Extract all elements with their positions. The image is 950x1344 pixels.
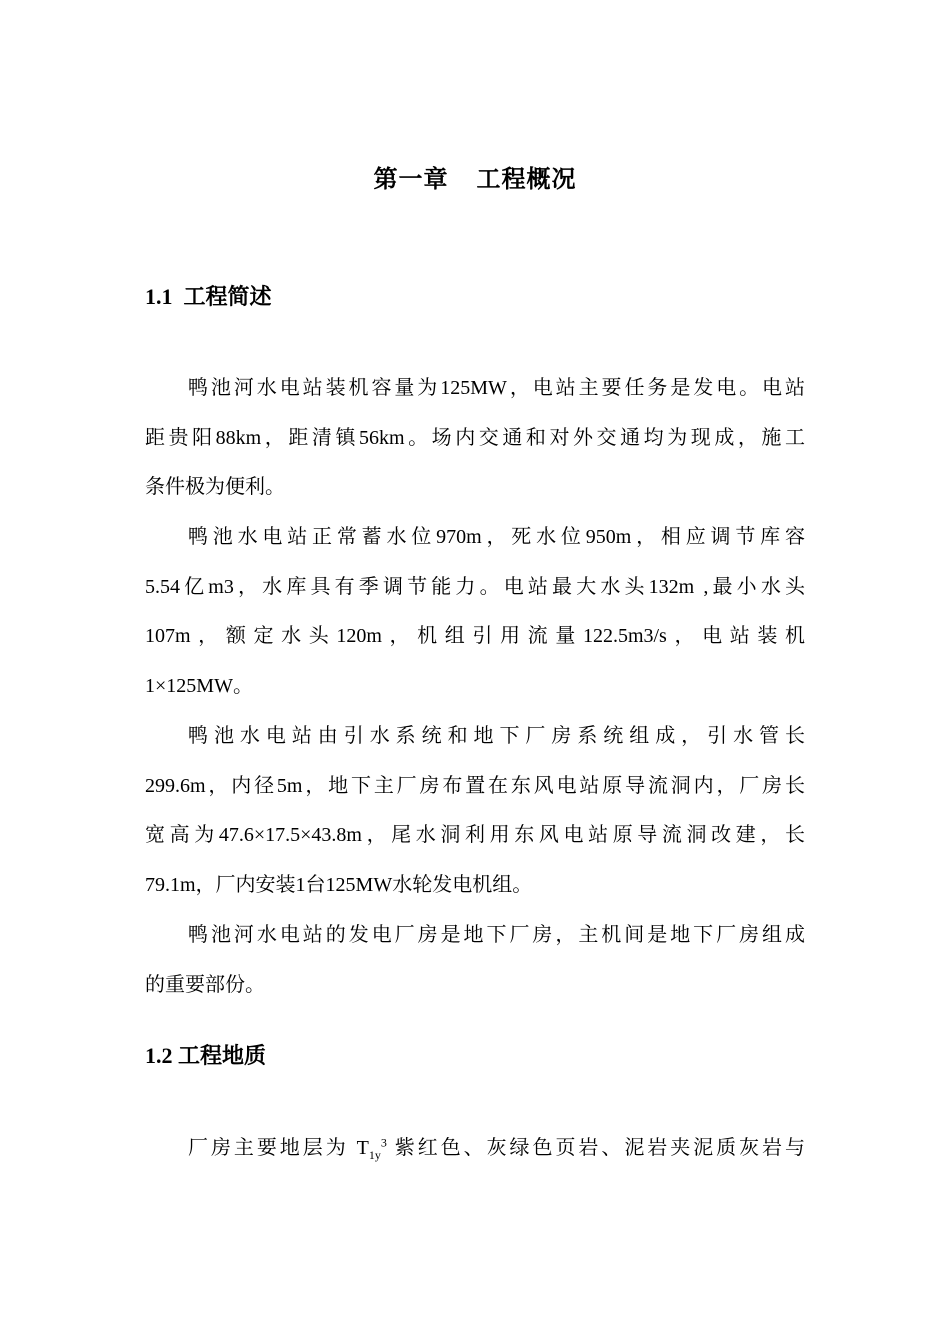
chapter-title: 第一章 工程概况 xyxy=(373,167,577,193)
paragraph-line: 鸭池河水电站的发电厂房是地下厂房，主机间是地下厂房组成 xyxy=(188,924,805,946)
stratum-superscript: 3 xyxy=(380,1135,387,1150)
paragraph-line xyxy=(145,1124,805,1174)
paragraph-line: 107m，额定水头120m，机组引用流量122.5m3/s，电站装机 xyxy=(145,625,805,647)
paragraph-5 xyxy=(145,1124,805,1174)
section-heading-1-1: 1.1 工程简述 xyxy=(145,284,272,309)
paragraph-2 xyxy=(145,513,805,711)
paragraph-line: 距贵阳88km，距清镇56km。场内交通和对外交通均为现成，施工 xyxy=(145,426,805,449)
geology-prefix: 厂房主要地层为 T xyxy=(188,1137,369,1159)
paragraph-line: 宽高为47.6×17.5×43.8m，尾水洞利用东风电站原导流洞改建，长 xyxy=(145,824,805,846)
geology-suffix: 紫红色、灰绿色页岩、泥岩夹泥质灰岩与 xyxy=(386,1137,805,1159)
paragraph-line: 79.1m，厂内安装1台125MW水轮发电机组。 xyxy=(145,873,533,896)
paragraph-line: 5.54亿m3，水库具有季调节能力。电站最大水头132m ,最小水头 xyxy=(145,575,805,598)
paragraph-3 xyxy=(145,712,805,910)
paragraph-line: 的重要部份。 xyxy=(145,973,265,996)
paragraph-line: 299.6m，内径5m，地下主厂房布置在东风电站原导流洞内，厂房长 xyxy=(145,774,805,797)
stratum-subscript: 1y xyxy=(368,1148,381,1162)
paragraph-line: 鸭池水电站正常蓄水位970m，死水位950m，相应调节库容 xyxy=(188,526,805,548)
paragraph-line: 条件极为便利。 xyxy=(145,476,285,498)
section-heading-1-2: 1.2 工程地质 xyxy=(145,1043,267,1068)
paragraph-line: 1×125MW。 xyxy=(145,674,253,697)
paragraph-1 xyxy=(145,364,805,513)
paragraph-line: 鸭池水电站由引水系统和地下厂房系统组成，引水管长 xyxy=(188,725,805,747)
paragraph-line: 鸭池河水电站装机容量为125MW，电站主要任务是发电。电站 xyxy=(188,377,805,399)
paragraph-4 xyxy=(145,911,805,1010)
